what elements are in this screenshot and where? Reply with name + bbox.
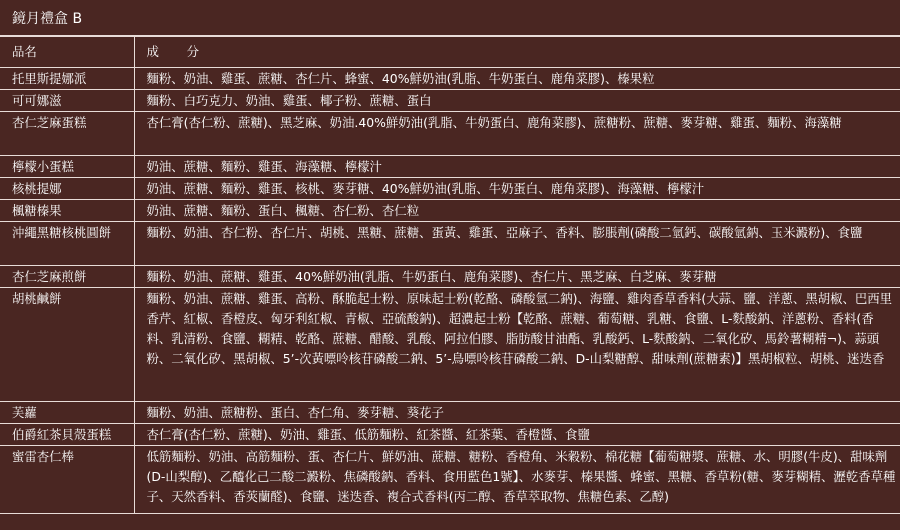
- product-ingredients: 麵粉、奶油、杏仁粉、杏仁片、胡桃、黑糖、蔗糖、蛋黃、雞蛋、亞麻子、香料、膨脹劑(磷酸二氫鈣、碳酸氫鈉、玉米澱粉)、食鹽: [134, 222, 900, 266]
- product-ingredients: 奶油、蔗糖、麵粉、蛋白、楓糖、杏仁粉、杏仁粒: [134, 200, 900, 222]
- product-name: 蜜雷杏仁棒: [0, 446, 134, 514]
- product-name: 檸檬小蛋糕: [0, 156, 134, 178]
- product-ingredients: 奶油、蔗糖、麵粉、雞蛋、核桃、麥芽糖、40%鮮奶油(乳脂、牛奶蛋白、鹿角菜膠)、海藻糖、檸檬汁: [134, 178, 900, 200]
- product-ingredients: 低筋麵粉、奶油、高筋麵粉、蛋、杏仁片、鮮奶油、蔗糖、糖粉、香橙角、米穀粉、棉花糖【葡萄糖漿、蔗糖、水、明膠(牛皮)、甜味劑(D-山梨醇)、乙醯化己二酸二澱粉、焦磷酸鈉、香料、食用藍色1號】、水麥芽、榛果醬、蜂蜜、黑糖、香草粉(糖、麥芽糊精、瀝乾香草種子、天然香料、香莢蘭醛)、食鹽、迷迭香、複合式香料(丙二醇、香草萃取物、焦糖色素、乙醇): [134, 446, 900, 514]
- product-ingredients: 麵粉、奶油、蔗糖、雞蛋、40%鮮奶油(乳脂、牛奶蛋白、鹿角菜膠)、杏仁片、黑芝麻、白芝麻、麥芽糖: [134, 266, 900, 288]
- table-row: [0, 222, 900, 266]
- product-ingredients: 麵粉、奶油、雞蛋、蔗糖、杏仁片、蜂蜜、40%鮮奶油(乳脂、牛奶蛋白、鹿角菜膠)、榛果粒: [134, 68, 900, 90]
- product-name: 伯爵紅茶貝殼蛋糕: [0, 424, 134, 446]
- table-row: [0, 112, 900, 156]
- table-row: [0, 90, 900, 112]
- table-row: [0, 178, 900, 200]
- header-ingredients: 成 分: [134, 37, 900, 68]
- product-name: 托里斯提娜派: [0, 68, 134, 90]
- ingredient-table: [0, 36, 900, 514]
- table-row: [0, 446, 900, 514]
- product-name: 芙蘿: [0, 402, 134, 424]
- product-ingredients: 杏仁膏(杏仁粉、蔗糖)、黑芝麻、奶油.40%鮮奶油(乳脂、牛奶蛋白、鹿角菜膠)、蔗糖粉、蔗糖、麥芽糖、雞蛋、麵粉、海藻糖: [134, 112, 900, 156]
- product-name: 可可娜滋: [0, 90, 134, 112]
- product-ingredients: 麵粉、白巧克力、奶油、雞蛋、椰子粉、蔗糖、蛋白: [134, 90, 900, 112]
- product-name: 杏仁芝麻煎餅: [0, 266, 134, 288]
- table-row: [0, 68, 900, 90]
- page-title: 鏡月禮盒 B: [0, 0, 900, 36]
- table-header-row: [0, 37, 900, 68]
- table-row: [0, 266, 900, 288]
- product-ingredients: 麵粉、奶油、蔗糖粉、蛋白、杏仁角、麥芽糖、葵花子: [134, 402, 900, 424]
- product-ingredients: 麵粉、奶油、蔗糖、雞蛋、高粉、酥脆起士粉、原味起士粉(乾酪、磷酸氫二鈉)、海鹽、雞肉香草香料(大蒜、鹽、洋蔥、黑胡椒、巴西里香芹、紅椒、香橙皮、匈牙利紅椒、青椒、亞硫酸鈉)、超濃起士粉【乾酪、蔗糖、葡萄糖、乳糖、食鹽、L-麩酸鈉、洋蔥粉、香料(香料、乳清粉、食鹽、糊精、乾酪、蔗糖、醋酸、乳酸、阿拉伯膠、脂肪酸甘油酯、乳酸鈣、L-麩酸鈉、二氧化矽、馬鈴薯糊精¬)、蒜頭粉、二氧化矽、黑胡椒、5’-次黃嘌呤核苷磷酸二鈉、5’-鳥嘌呤核苷磷酸二鈉、D-山梨糖醇、甜味劑(蔗糖素)】黑胡椒粒、胡桃、迷迭香: [134, 288, 900, 402]
- table-row: [0, 200, 900, 222]
- product-name: 杏仁芝麻蛋糕: [0, 112, 134, 156]
- product-ingredients: 杏仁膏(杏仁粉、蔗糖)、奶油、雞蛋、低筋麵粉、紅茶醬、紅茶葉、香橙醬、食鹽: [134, 424, 900, 446]
- product-name: 沖繩黑糖核桃圓餅: [0, 222, 134, 266]
- product-name: 核桃提娜: [0, 178, 134, 200]
- product-ingredients: 奶油、蔗糖、麵粉、雞蛋、海藻糖、檸檬汁: [134, 156, 900, 178]
- table-row: [0, 424, 900, 446]
- header-product-name: 品名: [0, 37, 134, 68]
- product-name: 胡桃鹹餅: [0, 288, 134, 402]
- table-row: [0, 288, 900, 402]
- product-name: 楓糖榛果: [0, 200, 134, 222]
- table-row: [0, 402, 900, 424]
- table-row: [0, 156, 900, 178]
